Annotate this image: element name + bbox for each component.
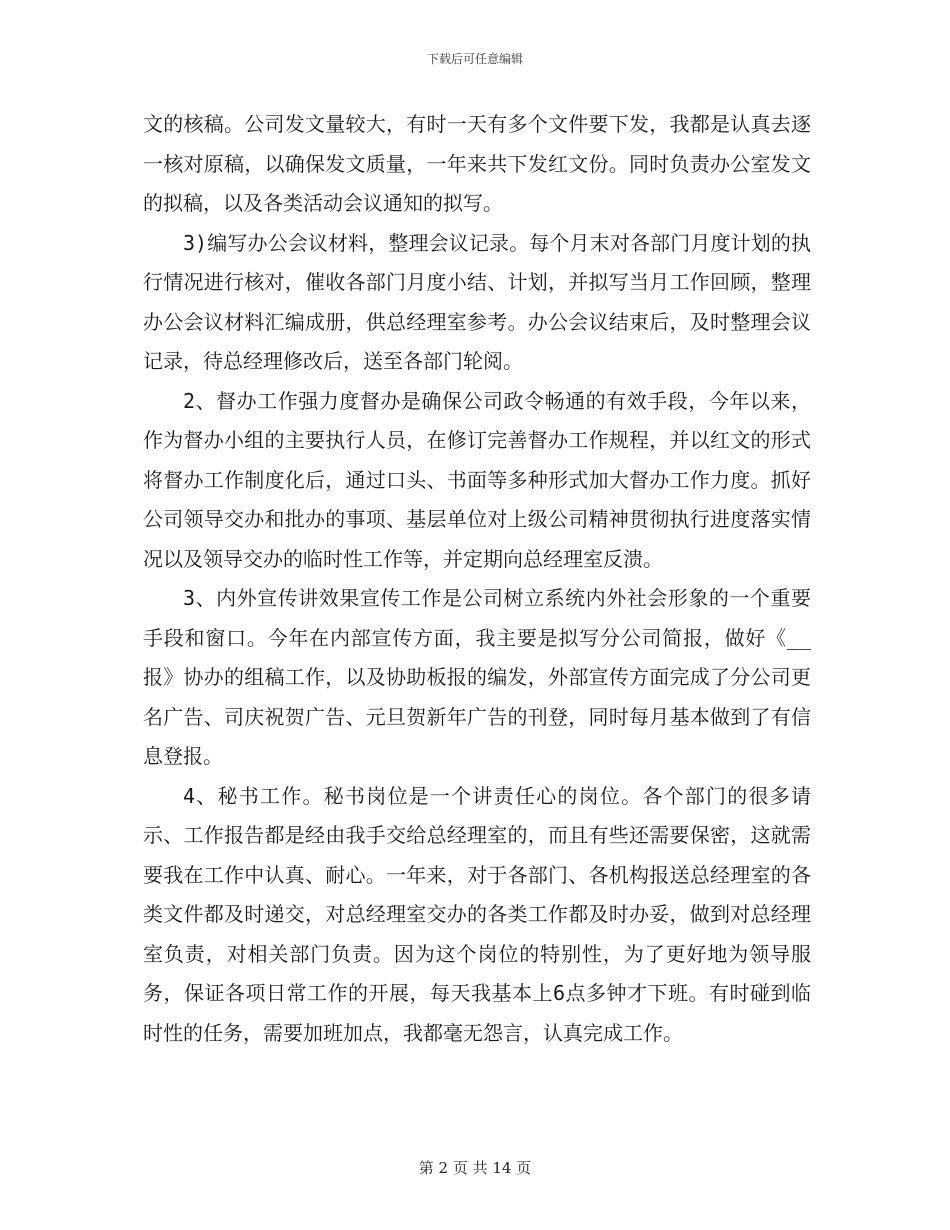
document-body (143, 105, 811, 1053)
paragraph-continuation: 文的核稿。公司发文量较大，有时一天有多个文件要下发，我都是认真去逐一核对原稿，以确保发文质量，一年来共下发红文份。同时负责办公室发文的拟稿，以及各类活动会议通知的拟写。 (143, 112, 811, 215)
paragraph-secretary-work: 4、秘书工作。秘书岗位是一个讲责任心的岗位。各个部门的很多请示、工作报告都是经由我手交给总经理室的，而且有些还需要保密，这就需要我在工作中认真、耐心。一年来，对于各部门、各机构报送总经理室的各类文件都及时递交，对总经理室交办的各类工作都及时办妥，做到对总经理室负责，对相关部门负责。因为这个岗位的特别性，为了更好地为领导服务，保证各项日常工作的开展，每天我基本上6点多钟才下班。有时碰到临时性的任务，需要加班加点，我都毫无怨言，认真完成工作。 (143, 783, 811, 1045)
paragraph-supervision: 2、督办工作强力度督办是确保公司政令畅通的有效手段，今年以来，作为督办小组的主要执行人员，在修订完善督办工作规程，并以红文的形式将督办工作制度化后，通过口头、书面等多种形式加大督办工作力度。抓好公司领导交办和批办的事项、基层单位对上级公司精神贯彻执行进度落实情况以及领导交办的临时性工作等，并定期向总经理室反溃。 (143, 388, 811, 571)
page-number: 第 2 页 共 14 页 (418, 1159, 532, 1177)
paragraph-publicity: 3、内外宣传讲效果宣传工作是公司树立系统内外社会形象的一个重要手段和窗口。今年在内部宣传方面，我主要是拟写分公司简报，做好《__报》协办的组稿工作，以及协助板报的编发，外部宣传方面完成了分公司更名广告、司庆祝贺广告、元旦贺新年广告的刊登，同时每月基本做到了有信息登报。 (143, 586, 811, 768)
page-header: 下载后可任意编辑 (426, 52, 523, 66)
paragraph-meeting-materials: 3)编写办公会议材料，整理会议记录。每个月末对各部门月度计划的执行情况进行核对，催收各部门月度小结、计划，并拟写当月工作回顾，整理办公会议材料汇编成册，供总经理室参考。办公会议结束后，及时整理会议记录，待总经理修改后，送至各部门轮阅。 (143, 230, 811, 373)
